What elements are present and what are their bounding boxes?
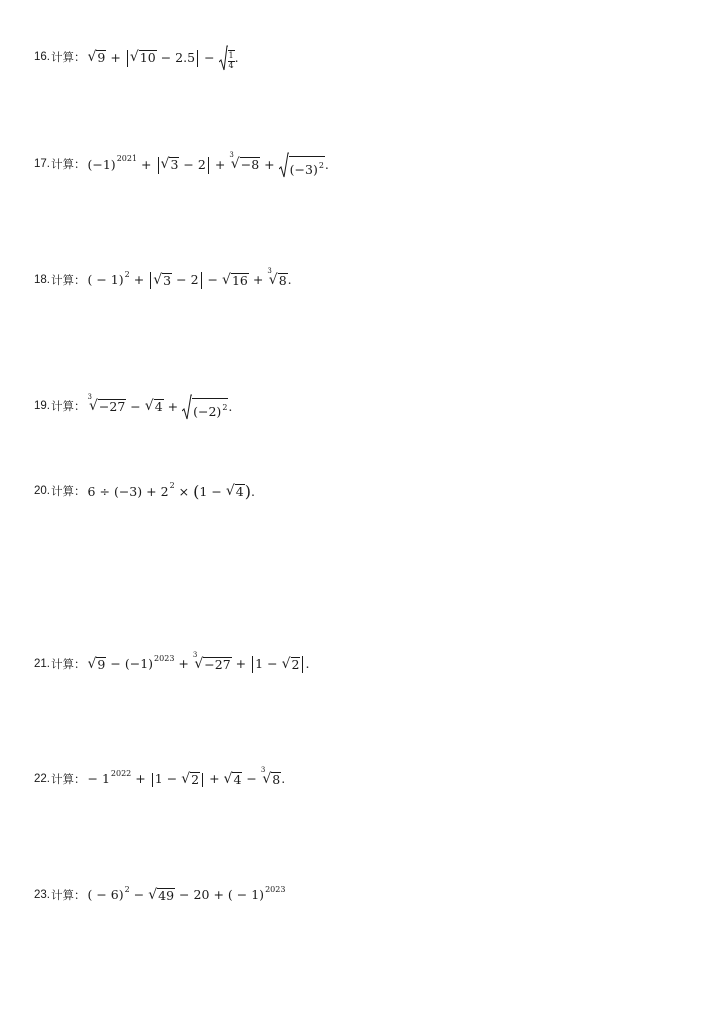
problem-number: 23. <box>34 888 50 901</box>
expression: √ 9 − (−1) $^{2023}$ + 3 √ −27 + 1 − √ 2 . <box>87 650 310 672</box>
expression: (−1) $^{2021}$ + √ 3 − 2 + 3 √ −8 + $(-3)^2$ . <box>87 151 329 177</box>
problem-16 <box>34 45 239 71</box>
problem-20 <box>34 481 255 501</box>
problem-label: 计算： <box>51 771 86 786</box>
problem-label: 计算： <box>51 887 86 902</box>
problem-19 <box>34 394 232 420</box>
problem-17 <box>34 152 329 178</box>
problem-23 <box>34 884 286 903</box>
problem-number: 18. <box>34 273 50 286</box>
problem-number: 19. <box>34 400 50 413</box>
sqrt: √ 9 <box>87 49 106 66</box>
problem-number: 16. <box>34 51 50 64</box>
problem-number: 20. <box>34 485 50 498</box>
expression: ( − 1) $^2$ + √ 3 − 2 − √ 16 + 3 √ 8 . <box>87 266 292 288</box>
problem-label: 计算： <box>51 399 86 414</box>
problem-label: 计算： <box>51 484 86 499</box>
problem-number: 22. <box>34 772 50 785</box>
problem-label: 计算： <box>51 50 86 65</box>
problem-number: 17. <box>34 158 50 171</box>
problem-label: 计算： <box>51 656 86 671</box>
problem-22 <box>34 766 286 787</box>
expression: √ 9 + √ 10 − 2.5 − $\frac{1}{4}$ . <box>88 45 239 71</box>
expression: − 1 $^{2022}$ + 1 − √ 2 + √ 4 − 3 √ 8 . <box>87 766 286 787</box>
sqrt-fraction: $\frac{1}{4}$ <box>219 45 235 71</box>
problem-number: 21. <box>34 657 50 670</box>
sqrt: √ 10 <box>129 49 156 66</box>
problem-label: 计算： <box>51 272 86 287</box>
expression: 3 √ −27 − √ 4 + $(-2)^2$ . <box>87 393 233 419</box>
problem-21 <box>34 650 310 673</box>
expression: 6 ÷ (−3) + 2 $^2$ × ( 1 − √ 4 ) . <box>87 481 255 501</box>
problem-18 <box>34 266 292 289</box>
problem-label: 计算： <box>51 157 86 172</box>
expression: ( − 6) $^2$ − √ 49 − 20 + ( − 1) $^{2023}$ <box>87 884 286 903</box>
